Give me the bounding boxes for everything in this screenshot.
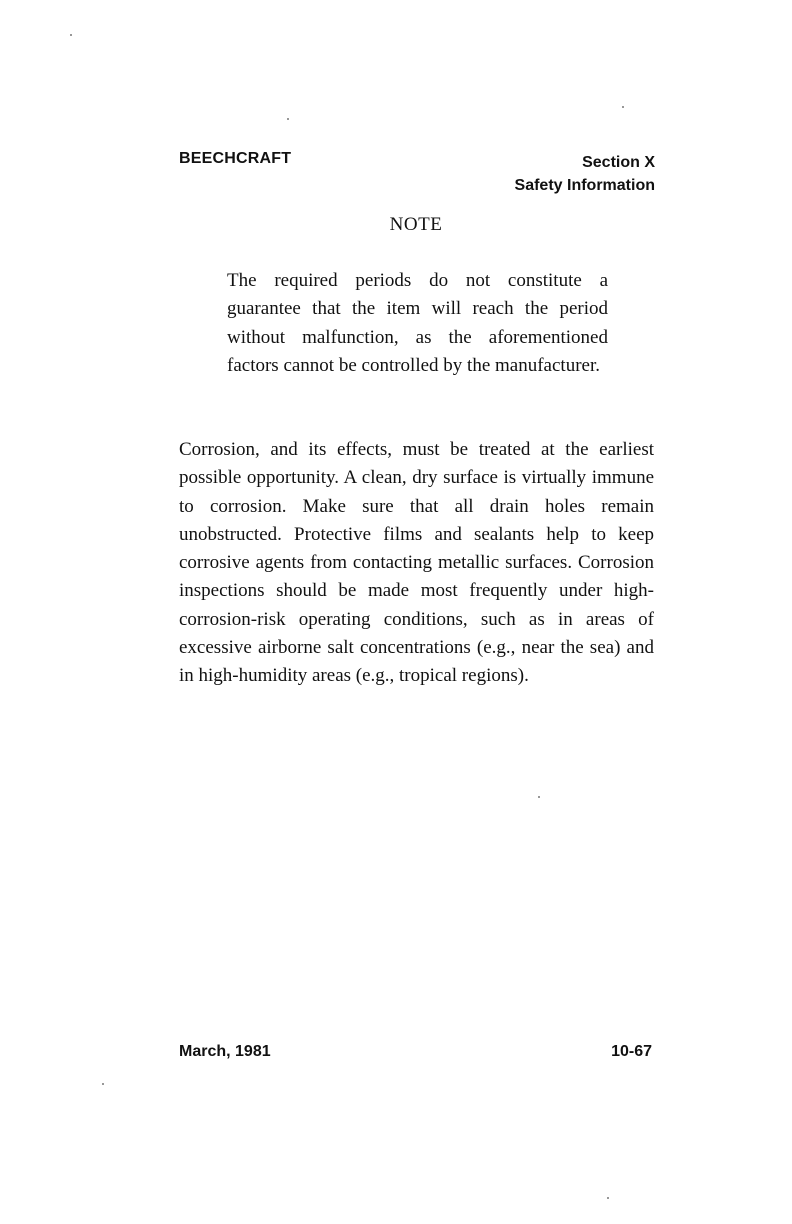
page-number: 10-67	[611, 1043, 652, 1060]
note-text: The required periods do not constitute a guarantee that the item will reach the period without malfunction, as the aforementioned factors cannot be controlled by the manufacturer.	[227, 270, 608, 377]
footer-date: March, 1981	[179, 1043, 271, 1060]
scan-speck	[622, 106, 624, 108]
section-title: Safety Information	[514, 177, 655, 194]
section-header	[515, 151, 655, 197]
scan-speck	[70, 34, 72, 36]
publisher-header: BEECHCRAFT	[179, 150, 292, 167]
scan-speck	[538, 796, 540, 798]
scan-speck	[287, 118, 289, 120]
scan-speck	[102, 1083, 104, 1085]
scan-speck	[607, 1197, 609, 1199]
section-number: Section X	[582, 154, 655, 171]
body-paragraph: Corrosion, and its effects, must be treated at the earliest possible opportunity. A clean, dry surface is virtually immune to corrosion. Make sure that all drain holes remain unobstructed. Protective films and sealants help to keep corrosive agents from contacting metallic surfaces. Corrosion inspections should be made most frequently under high-corrosion-risk operating conditions, such as in areas of excessive airborne salt concentrations (e.g., near the sea) and in high-humidity areas (e.g., tropical regions).	[179, 439, 654, 687]
note-heading: NOTE	[389, 214, 443, 235]
